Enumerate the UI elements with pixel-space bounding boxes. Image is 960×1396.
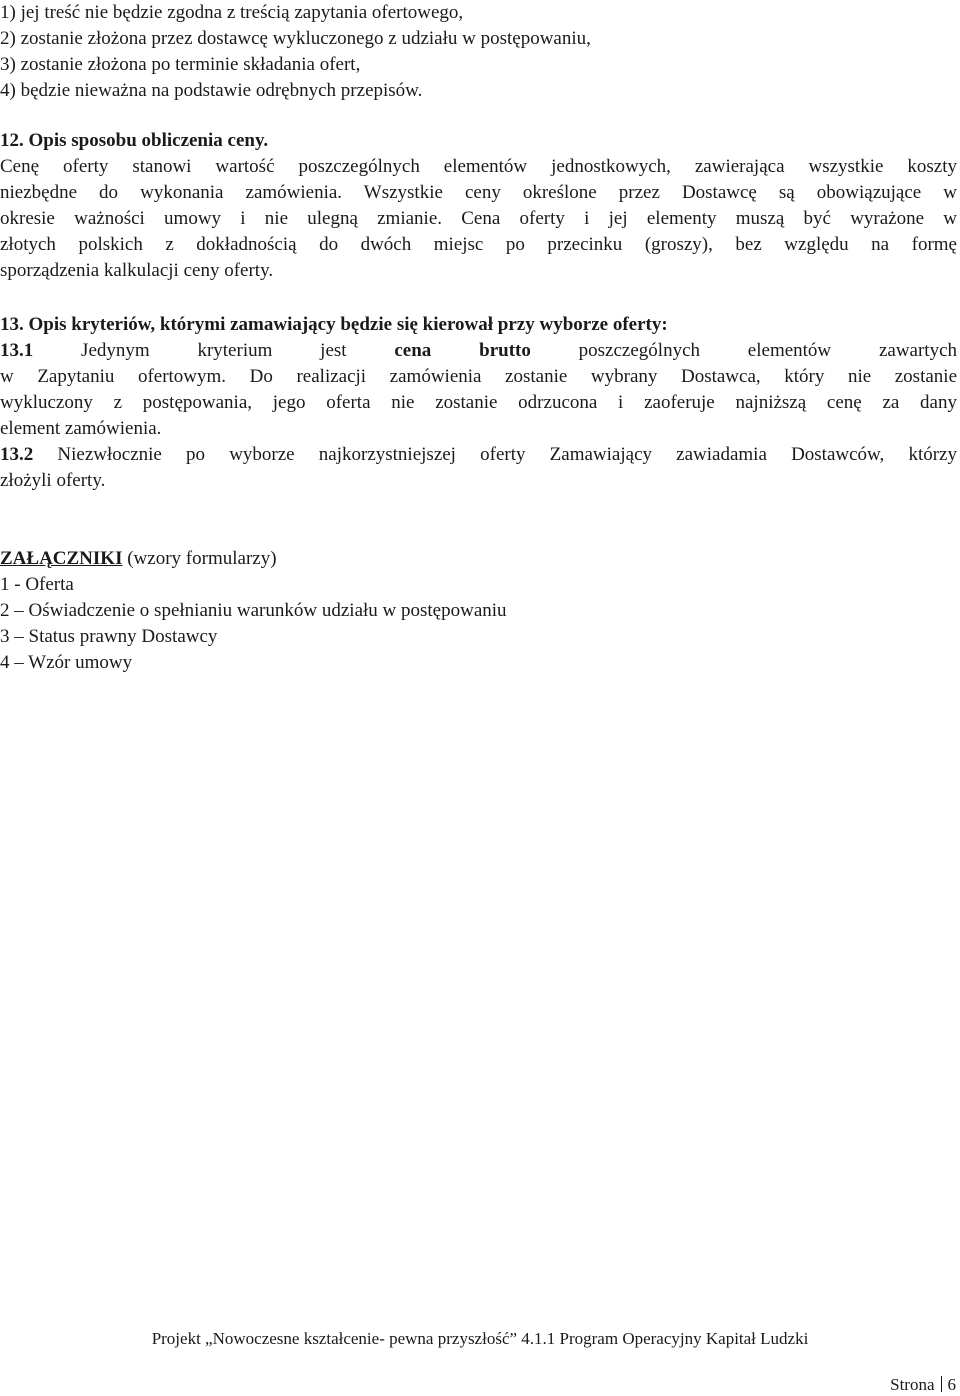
section-13-heading: 13. Opis kryteriów, którymi zamawiający będzie się kierował przy wyborze oferty: bbox=[0, 314, 668, 335]
attachments-note: (wzory formularzy) bbox=[122, 548, 277, 569]
attachments-heading-line bbox=[0, 546, 957, 572]
footer-project-text: Projekt „Nowoczesne kształcenie- pewna przyszłość” 4.1.1 Program Operacyjny Kapitał Ludzki bbox=[151, 1329, 809, 1348]
section-12-heading: 12. Opis sposobu obliczenia ceny. bbox=[0, 130, 269, 151]
section-13-1-intro: Jedynym kryterium jest bbox=[33, 340, 395, 361]
list-item: 3) zostanie złożona po terminie składania ofert, bbox=[0, 54, 361, 75]
page-separator bbox=[941, 1376, 942, 1392]
list-item: 4) będzie nieważna na podstawie odrębnych przepisów. bbox=[0, 80, 423, 101]
attachments-heading: ZAŁĄCZNIKI bbox=[0, 548, 123, 569]
section-13-2-text: Niezwłocznie po wyborze najkorzystniejszej oferty Zamawiający zawiadamia Dostawców, którzy bbox=[33, 444, 957, 465]
page-label: Strona bbox=[890, 1375, 935, 1394]
list-item: 2) zostanie złożona przez dostawcę wykluczonego z udziału w postępowaniu, bbox=[0, 28, 591, 49]
page-number: 6 bbox=[947, 1375, 956, 1394]
paragraph-number-13-1: 13.1 bbox=[0, 340, 34, 361]
section-12-line: niezbędne do wykonania zamówienia. Wszystkie ceny określone przez Dostawcę są obowiązujące w bbox=[0, 182, 957, 203]
criterion-brutto: brutto bbox=[479, 340, 531, 361]
attachment-item: 2 – Oświadczenie o spełnianiu warunków udziału w postępowaniu bbox=[0, 600, 507, 621]
section-13-1-line: w Zapytaniu ofertowym. Do realizacji zamówienia zostanie wybrany Dostawca, który nie zostanie bbox=[0, 366, 957, 387]
attachments-section bbox=[0, 546, 957, 676]
section-13-1-line: wykluczony z postępowania, jego oferta nie zostanie odrzucona i zaoferuje najniższą cenę za dany bbox=[0, 392, 957, 413]
section-12 bbox=[0, 128, 957, 284]
attachment-item: 3 – Status prawny Dostawcy bbox=[0, 626, 218, 647]
section-13-2-first-line bbox=[0, 442, 957, 468]
page-number-footer bbox=[890, 1374, 956, 1396]
criterion-cena: cena bbox=[394, 340, 432, 361]
attachment-item: 1 - Oferta bbox=[0, 574, 74, 595]
section-13-1-rest: poszczególnych elementów zawartych bbox=[530, 340, 958, 361]
section-13-1-first-line bbox=[0, 338, 957, 364]
attachment-item: 4 – Wzór umowy bbox=[0, 652, 133, 673]
section-12-line: okresie ważności umowy i nie ulegną zmianie. Cena oferty i jej elementy muszą być wyrażone w bbox=[0, 208, 957, 229]
paragraph-number-13-2: 13.2 bbox=[0, 444, 34, 465]
exclusion-list bbox=[0, 0, 957, 104]
section-12-line: złotych polskich z dokładnością do dwóch miejsc po przecinku (groszy), bez względu na formę bbox=[0, 234, 957, 255]
section-13 bbox=[0, 312, 957, 494]
section-13-1-line: element zamówienia. bbox=[0, 418, 162, 439]
section-12-line: Cenę oferty stanowi wartość poszczególnych elementów jednostkowych, zawierająca wszystkie koszty bbox=[0, 156, 957, 177]
section-12-line: sporządzenia kalkulacji ceny oferty. bbox=[0, 260, 274, 281]
section-13-2-line: złożyli oferty. bbox=[0, 470, 106, 491]
list-item: 1) jej treść nie będzie zgodna z treścią zapytania ofertowego, bbox=[0, 2, 464, 23]
criterion-space bbox=[431, 340, 479, 361]
